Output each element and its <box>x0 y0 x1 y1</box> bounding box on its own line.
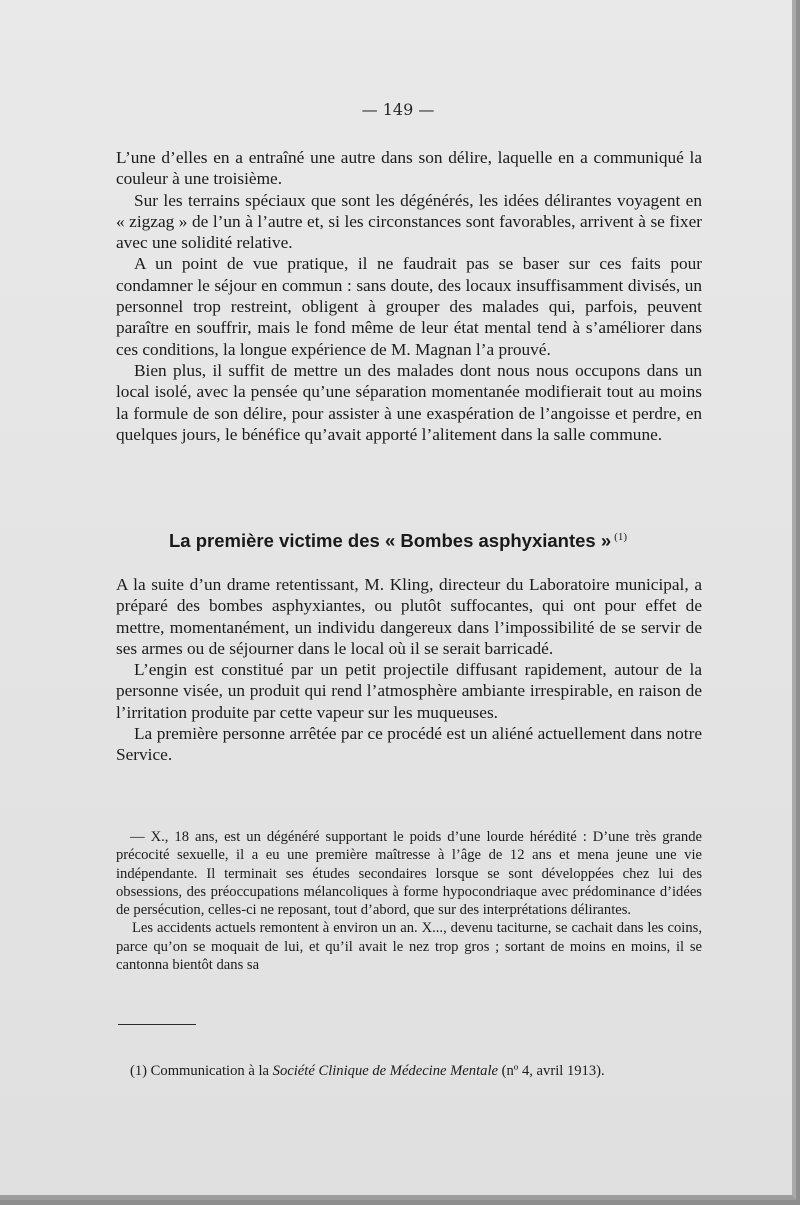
paragraph: L’une d’elles en a entraîné une autre dans son délire, laquelle en a communiqué la couleur à une troisième. <box>116 148 702 189</box>
case-paragraph: Les accidents actuels remontent à environ un an. X..., devenu taciturne, se cachait dans les coins, parce qu’on se moquait de lui, et qu’il avait le nez trop gros ; sortant de moins en moins, il se cantonna bientôt dans sa <box>116 920 702 974</box>
paragraph: Sur les terrains spéciaux que sont les dégénérés, les idées délirantes voyagent en « zigzag » de l’un à l’autre et, si les circonstances sont favorables, arrivent à se fixer avec une solidité relative. <box>116 190 702 253</box>
paragraph: A un point de vue pratique, il ne faudrait pas se baser sur ces faits pour condamner le séjour en commun : sans doute, des locaux insuffisamment divisés, un personnel trop restreint, obligent à grouper des malades qui, parfois, peuvent paraître en souffrir, mais le fond même de leur état mental tend à s’améliorer dans ces conditions, la longue expérience de M. Magnan l’a prouvé. <box>116 254 702 359</box>
case-paragraph: — X., 18 ans, est un dégénéré supportant le poids d’une lourde hérédité : D’une très grande précocité sexuelle, il a eu une première maîtresse à l’âge de 12 ans et mena jeune une vie indépendante. Il terminait ses études secondaires lorsque se sont développées chez lui des obsessions, des préoccupations mélancoliques à forme hypocondriaque avec prédominance d’idées de persécution, celles-ci ne reposant, tout d’abord, que sur des interprétations délirantes. <box>116 829 702 919</box>
footnote-journal: Société Clinique de Médecine Mentale <box>272 1063 498 1079</box>
paragraph: La première personne arrêtée par ce procédé est un aliéné actuellement dans notre Service. <box>116 724 702 765</box>
footnote-reference: (1) <box>614 530 627 543</box>
body-section-1 <box>116 147 702 445</box>
footnote-divider <box>118 1024 196 1025</box>
footnote-text <box>116 1062 702 1080</box>
paragraph: Bien plus, il suffit de mettre un des malades dont nous nous occupons dans un local isolé, avec la pensée qu’une séparation momentanée modifierait tout au moins la formule de son délire, pour assister à une exaspération de l’angoisse et perdre, en quelques jours, le bénéfice qu’avait apporté l’alitement dans la salle commune. <box>116 360 702 444</box>
page-number: — 149 — <box>361 100 435 119</box>
footnote <box>116 1062 702 1080</box>
footnote-prefix: (1) Communication à la <box>130 1063 273 1079</box>
section-heading-title: La première victime des « Bombes asphyxiantes » <box>169 530 612 551</box>
paragraph: A la suite d’un drame retentissant, M. Kling, directeur du Laboratoire municipal, a préparé des bombes asphyxiantes, ou plutôt suffocantes, qui ont pour effet de mettre, momentanément, un individu dangereux dans l’impossibilité de se servir de ses armes ou de séjourner dans le local où il se serait barricadé. <box>116 575 702 658</box>
case-report <box>116 828 702 974</box>
paragraph: L’engin est constitué par un petit projectile diffusant rapidement, autour de la personne visée, un produit qui rend l’atmosphère ambiante irrespirable, en raison de l’irritation produite par cette vapeur sur les muqueuses. <box>116 660 702 722</box>
footnote-suffix: (nº 4, avril 1913). <box>497 1063 605 1079</box>
section-heading <box>0 530 796 552</box>
body-section-2 <box>116 574 702 766</box>
